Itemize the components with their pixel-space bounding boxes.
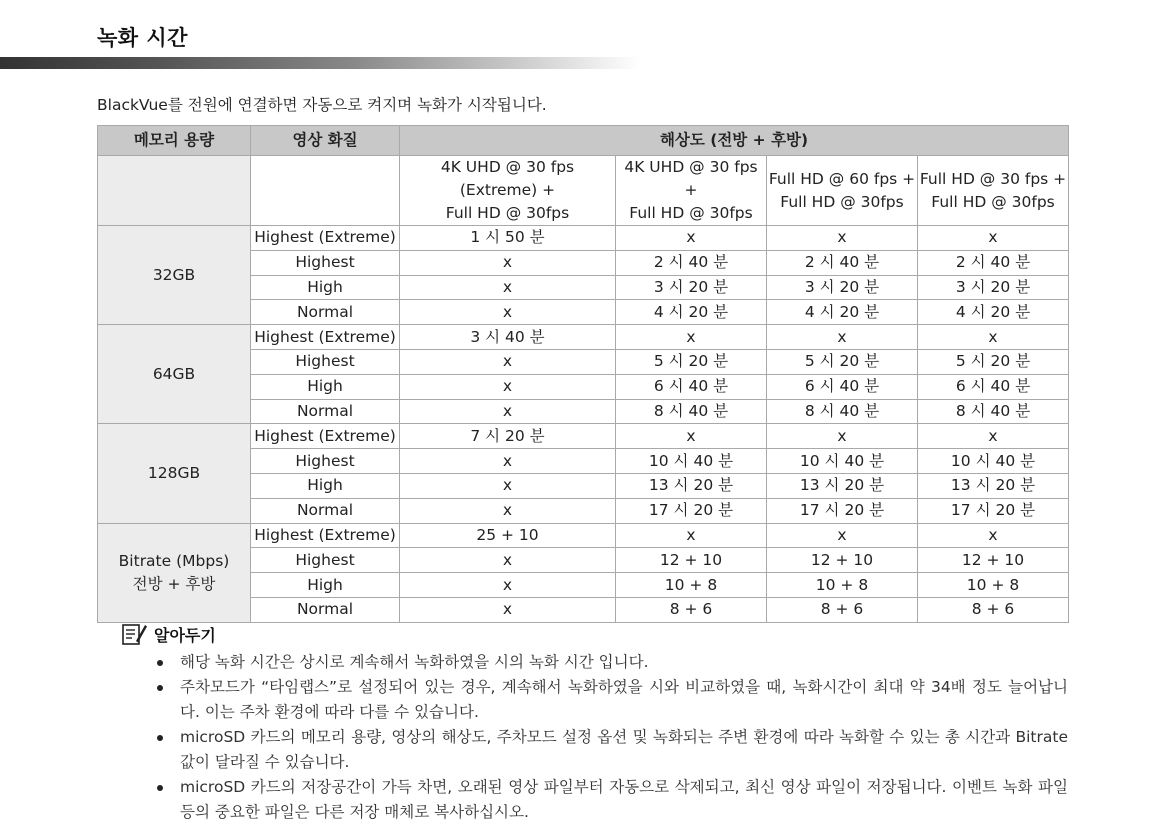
- table-row: [98, 523, 1069, 548]
- quality-cell: Highest: [251, 349, 400, 374]
- value-cell: 7 시 20 분: [400, 424, 616, 449]
- value-cell: x: [400, 349, 616, 374]
- quality-cell: Highest: [251, 548, 400, 573]
- value-cell: 8 시 40 분: [767, 399, 918, 424]
- quality-cell: High: [251, 573, 400, 598]
- table-subheader-row: [98, 156, 1069, 226]
- value-cell: x: [400, 250, 616, 275]
- value-cell: 10 시 40 분: [918, 449, 1069, 474]
- value-cell: 5 시 20 분: [616, 349, 767, 374]
- value-cell: x: [400, 573, 616, 598]
- value-cell: 8 + 6: [918, 597, 1069, 622]
- value-cell: x: [400, 449, 616, 474]
- value-cell: 10 + 8: [767, 573, 918, 598]
- value-cell: 13 시 20 분: [767, 473, 918, 498]
- note-title: 알아두기: [154, 625, 216, 645]
- value-cell: x: [616, 523, 767, 548]
- value-cell: 5 시 20 분: [918, 349, 1069, 374]
- title-divider: [0, 57, 640, 69]
- value-cell: 2 시 40 분: [767, 250, 918, 275]
- bullet-icon: [157, 735, 163, 741]
- table-row: [98, 424, 1069, 449]
- table-row: [98, 226, 1069, 251]
- note-list: [120, 650, 1068, 825]
- value-cell: 3 시 20 분: [918, 275, 1069, 300]
- column-header-line2: Full HD @ 30fps: [445, 204, 570, 222]
- value-cell: 17 시 20 분: [767, 498, 918, 523]
- subheader-blank-quality: [251, 156, 400, 226]
- quality-cell: Normal: [251, 300, 400, 325]
- value-cell: 10 + 8: [918, 573, 1069, 598]
- value-cell: 8 + 6: [767, 597, 918, 622]
- value-cell: x: [400, 300, 616, 325]
- value-cell: 8 + 6: [616, 597, 767, 622]
- column-header: [400, 156, 616, 226]
- note-item: [120, 650, 1068, 675]
- note-item: [120, 675, 1068, 725]
- value-cell: 2 시 40 분: [918, 250, 1069, 275]
- value-cell: 10 시 40 분: [616, 449, 767, 474]
- value-cell: x: [767, 325, 918, 350]
- column-header-line2: Full HD @ 30fps: [780, 192, 904, 211]
- value-cell: x: [616, 424, 767, 449]
- header-resolution: 해상도 (전방 + 후방): [400, 126, 1069, 156]
- memory-capacity-label: 64GB: [152, 364, 196, 383]
- column-header-line2: Full HD @ 30fps: [931, 192, 1055, 211]
- note-item: [120, 775, 1068, 825]
- column-header-line1: Full HD @ 30 fps +: [919, 169, 1067, 188]
- bullet-icon: [157, 660, 163, 666]
- note-item-text: microSD 카드의 메모리 용량, 영상의 해상도, 주차모드 설정 옵션 및 녹화되는 주변 환경에 따라 녹화할 수 있는 총 시간과 Bitrate 값이 달라질 수 있습니다.: [180, 728, 1068, 771]
- value-cell: x: [400, 597, 616, 622]
- column-header-line2: Full HD @ 30fps: [629, 204, 753, 222]
- memory-capacity-label: Bitrate (Mbps): [118, 551, 230, 570]
- intro-text: BlackVue를 전원에 연결하면 자동으로 켜지며 녹화가 시작됩니다.: [97, 96, 547, 114]
- note-item-text: microSD 카드의 저장공간이 가득 차면, 오래된 영상 파일부터 자동으로 삭제되고, 최신 영상 파일이 저장됩니다. 이벤트 녹화 파일 등의 중요한 파일은 다른 저장 매체로 복사하십시오.: [180, 778, 1068, 821]
- value-cell: x: [918, 226, 1069, 251]
- note-item-text: 해당 녹화 시간은 상시로 계속해서 녹화하였을 시의 녹화 시간 입니다.: [180, 653, 649, 671]
- quality-cell: Normal: [251, 597, 400, 622]
- value-cell: 5 시 20 분: [767, 349, 918, 374]
- table-row: [98, 325, 1069, 350]
- value-cell: x: [400, 498, 616, 523]
- quality-cell: High: [251, 275, 400, 300]
- note-header: [120, 620, 1068, 648]
- page-title: 녹화 시간: [97, 26, 188, 50]
- subheader-blank-memory: [98, 156, 251, 226]
- note-item-text: 주차모드가 “타임랩스”로 설정되어 있는 경우, 계속해서 녹화하였을 시와 비교하였을 때, 녹화시간이 최대 약 34배 정도 늘어납니다. 이는 주차 환경에 따라 다를 수 있습니다.: [180, 678, 1068, 721]
- note-item: [120, 725, 1068, 775]
- value-cell: x: [400, 473, 616, 498]
- column-header-line1: 4K UHD @ 30 fps +: [624, 158, 758, 199]
- memory-capacity-cell: [98, 226, 251, 325]
- value-cell: 13 시 20 분: [918, 473, 1069, 498]
- value-cell: x: [918, 523, 1069, 548]
- value-cell: x: [400, 374, 616, 399]
- value-cell: 10 + 8: [616, 573, 767, 598]
- value-cell: x: [400, 275, 616, 300]
- recording-time-table: [97, 125, 1069, 623]
- memory-capacity-label: 128GB: [147, 463, 201, 482]
- value-cell: x: [616, 226, 767, 251]
- value-cell: 13 시 20 분: [616, 473, 767, 498]
- value-cell: 12 + 10: [918, 548, 1069, 573]
- value-cell: 1 시 50 분: [400, 226, 616, 251]
- quality-cell: High: [251, 473, 400, 498]
- value-cell: 4 시 20 분: [918, 300, 1069, 325]
- value-cell: 3 시 40 분: [400, 325, 616, 350]
- value-cell: 12 + 10: [767, 548, 918, 573]
- header-memory: 메모리 용량: [98, 126, 251, 156]
- value-cell: 17 시 20 분: [616, 498, 767, 523]
- value-cell: x: [918, 325, 1069, 350]
- value-cell: x: [616, 325, 767, 350]
- value-cell: 6 시 40 분: [918, 374, 1069, 399]
- value-cell: 10 시 40 분: [767, 449, 918, 474]
- memory-capacity-cell: [98, 523, 251, 622]
- value-cell: x: [767, 523, 918, 548]
- value-cell: x: [400, 548, 616, 573]
- column-header: [616, 156, 767, 226]
- quality-cell: Normal: [251, 498, 400, 523]
- memory-capacity-cell: [98, 325, 251, 424]
- column-header: [918, 156, 1069, 226]
- header-quality: 영상 화질: [251, 126, 400, 156]
- value-cell: x: [767, 424, 918, 449]
- bullet-icon: [157, 785, 163, 791]
- value-cell: 8 시 40 분: [616, 399, 767, 424]
- value-cell: 6 시 40 분: [616, 374, 767, 399]
- value-cell: 25 + 10: [400, 523, 616, 548]
- memory-capacity-label: 32GB: [152, 265, 196, 284]
- value-cell: 4 시 20 분: [767, 300, 918, 325]
- value-cell: 3 시 20 분: [616, 275, 767, 300]
- memory-capacity-cell: [98, 424, 251, 523]
- value-cell: x: [400, 399, 616, 424]
- quality-cell: Highest: [251, 250, 400, 275]
- table-header-row: [98, 126, 1069, 156]
- quality-cell: Highest: [251, 449, 400, 474]
- memo-pencil-icon: [120, 621, 148, 647]
- value-cell: 2 시 40 분: [616, 250, 767, 275]
- quality-cell: Highest (Extreme): [251, 226, 400, 251]
- column-header: [767, 156, 918, 226]
- bullet-icon: [157, 685, 163, 691]
- column-header-line1: 4K UHD @ 30 fps (Extreme) +: [440, 158, 575, 199]
- quality-cell: Highest (Extreme): [251, 325, 400, 350]
- quality-cell: High: [251, 374, 400, 399]
- quality-cell: Normal: [251, 399, 400, 424]
- value-cell: 12 + 10: [616, 548, 767, 573]
- memory-capacity-sublabel: 전방 + 후방: [132, 574, 216, 593]
- note-section: [120, 620, 1068, 825]
- value-cell: 8 시 40 분: [918, 399, 1069, 424]
- value-cell: 6 시 40 분: [767, 374, 918, 399]
- quality-cell: Highest (Extreme): [251, 523, 400, 548]
- value-cell: x: [767, 226, 918, 251]
- value-cell: 4 시 20 분: [616, 300, 767, 325]
- value-cell: 17 시 20 분: [918, 498, 1069, 523]
- value-cell: x: [918, 424, 1069, 449]
- value-cell: 3 시 20 분: [767, 275, 918, 300]
- quality-cell: Highest (Extreme): [251, 424, 400, 449]
- column-header-line1: Full HD @ 60 fps +: [768, 169, 916, 188]
